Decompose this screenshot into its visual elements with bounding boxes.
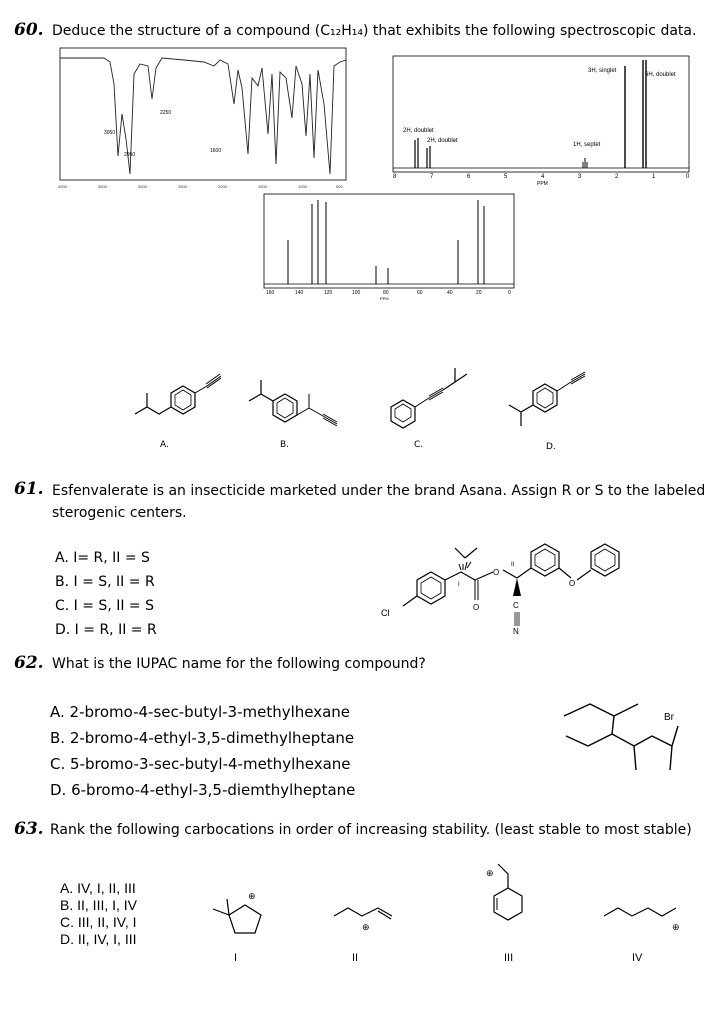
q60-option-d[interactable]: D. bbox=[546, 442, 556, 452]
carbocation-ii bbox=[330, 898, 420, 948]
q62-option-b[interactable]: B. 2-bromo-4-ethyl-3,5-dimethylheptane bbox=[50, 729, 355, 747]
q61-option-a[interactable]: A. I= R, II = S bbox=[55, 550, 150, 566]
q62-option-c[interactable]: C. 5-bromo-3-sec-butyl-4-methylhexane bbox=[50, 755, 351, 773]
q63-options bbox=[60, 880, 137, 948]
cnmr-tick: 0 bbox=[508, 290, 511, 296]
hnmr-spectrum bbox=[393, 56, 693, 191]
ir-spectrum bbox=[44, 44, 354, 194]
hnmr-tick: 1 bbox=[652, 174, 656, 180]
plus-charge: ⊕ bbox=[248, 891, 256, 901]
ir-tick: 2000 bbox=[218, 184, 227, 189]
hnmr-tick: 0 bbox=[686, 174, 690, 180]
q60-option-b[interactable]: B. bbox=[280, 440, 290, 450]
nitrile-nitrogen-label: N bbox=[513, 627, 519, 636]
q61-text-line2: sterogenic centers. bbox=[52, 505, 187, 521]
hnmr-tick: 8 bbox=[393, 174, 397, 180]
q63-option-c[interactable]: C. III, II, IV, I bbox=[60, 914, 137, 930]
carbocation-i-label: I bbox=[234, 952, 238, 964]
carbocation-i bbox=[205, 885, 285, 965]
q60-structure-a bbox=[125, 370, 245, 440]
q62-text: What is the IUPAC name for the following compound? bbox=[52, 656, 426, 672]
q62-number: 62. bbox=[14, 653, 44, 673]
cnmr-tick: 20 bbox=[476, 290, 482, 296]
q63-option-a[interactable]: A. IV, I, II, III bbox=[60, 880, 136, 896]
carbonyl-oxygen-label: O bbox=[473, 603, 480, 612]
q63-number: 63. bbox=[14, 819, 44, 839]
ir-tick: 4000 bbox=[58, 184, 67, 189]
carbocation-iv bbox=[600, 898, 700, 948]
hnmr-peak-3h-singlet: 3H, singlet bbox=[588, 68, 617, 74]
stereocenter-i-label: I bbox=[458, 582, 460, 588]
hnmr-tick: 7 bbox=[430, 174, 434, 180]
bromine-label: Br bbox=[664, 712, 674, 723]
q62-structure bbox=[560, 696, 690, 796]
ir-tick: 3000 bbox=[138, 184, 147, 189]
nitrile-carbon-label: C bbox=[513, 601, 519, 610]
hnmr-peak-2h-doublet-a: 2H, doublet bbox=[403, 128, 434, 134]
hnmr-tick: 2 bbox=[615, 174, 619, 180]
q63-option-d[interactable]: D. II, IV, I, III bbox=[60, 931, 137, 947]
cnmr-tick: 160 bbox=[266, 290, 275, 296]
carbocation-iv-label: IV bbox=[632, 952, 643, 964]
q60-option-c[interactable]: C. bbox=[414, 440, 424, 450]
cnmr-tick: 60 bbox=[417, 290, 423, 296]
hnmr-axis-label: PPM bbox=[537, 181, 548, 187]
q60-structure-c bbox=[385, 360, 505, 440]
ir-tick: 2500 bbox=[178, 184, 187, 189]
hnmr-tick: 5 bbox=[504, 174, 508, 180]
q61-options bbox=[55, 546, 157, 642]
hnmr-peak-2h-doublet-b: 2H, doublet bbox=[427, 138, 458, 144]
q60-number: 60. bbox=[14, 20, 44, 40]
hnmr-peak-1h-septet: 1H, septet bbox=[573, 142, 601, 148]
ester-oxygen-label: O bbox=[493, 568, 500, 577]
q62-option-a[interactable]: A. 2-bromo-4-sec-butyl-3-methylhexane bbox=[50, 703, 351, 721]
q63-text: Rank the following carbocations in order of increasing stability. (least stable to most stable) bbox=[50, 822, 692, 838]
hnmr-peak-6h-doublet: 6H, doublet bbox=[645, 72, 676, 78]
ir-tick: 1500 bbox=[258, 184, 267, 189]
q62-options bbox=[50, 699, 355, 803]
q60-structure-d bbox=[505, 362, 625, 432]
carbocation-iii bbox=[480, 860, 540, 950]
stereocenter-ii-label: II bbox=[511, 562, 515, 568]
ir-label-2950: 2950 bbox=[124, 152, 136, 158]
carbocation-ii-label: II bbox=[352, 952, 359, 964]
cnmr-tick: 120 bbox=[324, 290, 333, 296]
ether-oxygen-label: O bbox=[569, 579, 576, 588]
q60-option-a[interactable]: A. bbox=[160, 440, 169, 450]
cnmr-axis-label: PPM bbox=[380, 296, 389, 301]
q61-option-d[interactable]: D. I = R, II = R bbox=[55, 622, 157, 638]
ir-label-1600: 1600 bbox=[210, 148, 222, 154]
plus-charge: ⊕ bbox=[362, 922, 370, 932]
cnmr-tick: 80 bbox=[383, 290, 389, 296]
plus-charge: ⊕ bbox=[672, 922, 680, 932]
ir-tick: 3500 bbox=[98, 184, 107, 189]
hnmr-tick: 6 bbox=[467, 174, 471, 180]
hnmr-tick: 3 bbox=[578, 174, 582, 180]
carbocation-iii-label: III bbox=[504, 952, 514, 964]
q63-option-b[interactable]: B. II, III, I, IV bbox=[60, 897, 138, 913]
cnmr-tick: 140 bbox=[295, 290, 304, 296]
ir-label-3050: 3050 bbox=[104, 130, 116, 136]
q60-structure-b bbox=[245, 370, 365, 440]
q61-option-c[interactable]: C. I = S, II = S bbox=[55, 598, 154, 614]
q60-text: Deduce the structure of a compound (C₁₂H₁₄) that exhibits the following spectroscopic data. bbox=[52, 23, 697, 39]
esfenvalerate-structure bbox=[375, 528, 675, 638]
cnmr-tick: 100 bbox=[352, 290, 361, 296]
ir-tick: 1000 bbox=[298, 184, 307, 189]
hnmr-tick: 4 bbox=[541, 174, 545, 180]
cnmr-spectrum bbox=[264, 194, 519, 319]
q61-option-b[interactable]: B. I = S, II = R bbox=[55, 574, 155, 590]
ir-label-2250: 2250 bbox=[160, 110, 172, 116]
cnmr-tick: 40 bbox=[447, 290, 453, 296]
chlorine-label: Cl bbox=[381, 608, 390, 618]
q61-text-line1: Esfenvalerate is an insecticide marketed under the brand Asana. Assign R or S to the labeled bbox=[52, 483, 706, 499]
q61-number: 61. bbox=[14, 479, 44, 499]
plus-charge: ⊕ bbox=[486, 868, 494, 878]
q62-option-d[interactable]: D. 6-bromo-4-ethyl-3,5-diemthylheptane bbox=[50, 781, 356, 799]
ir-tick: 500 bbox=[336, 184, 343, 189]
